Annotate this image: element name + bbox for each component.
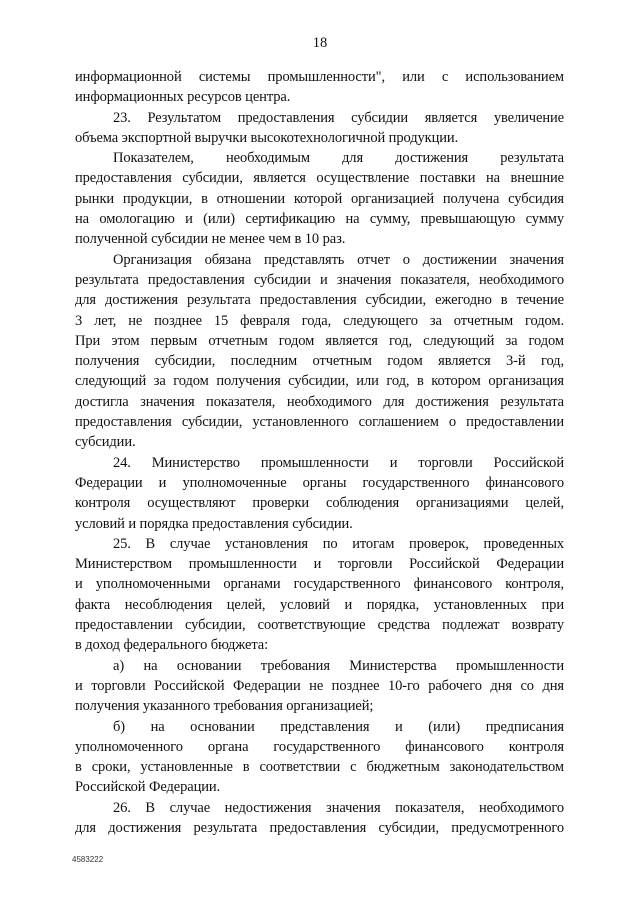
- paragraph: [75, 656, 564, 717]
- paragraph-line: получения субсидии, последним отчетным годом является 3-й год,: [75, 353, 564, 370]
- paragraph-line: Организация обязана представлять отчет о достижении значения: [113, 251, 564, 268]
- paragraph: [75, 798, 564, 839]
- paragraph-line: получения указанного требования организацией;: [75, 698, 374, 715]
- paragraph-line: При этом первым отчетным годом является год, следующий за годом: [75, 332, 564, 349]
- paragraph-line: субсидии.: [75, 434, 136, 451]
- paragraph-line: в сроки, установленные в соответствии с бюджетным законодательством: [75, 759, 564, 776]
- paragraph-line: объема экспортной выручки высокотехнологичной продукции.: [75, 129, 459, 146]
- paragraph-line: полученной субсидии не менее чем в 10 раз.: [75, 231, 346, 248]
- paragraph-line: Российской Федерации.: [75, 779, 221, 796]
- paragraph: [75, 717, 564, 798]
- paragraph-line: а) на основании требования Министерства промышленности: [113, 657, 564, 674]
- paragraph-line: б) на основании представления и (или) предписания: [113, 718, 564, 735]
- paragraph-line: Министерством промышленности и торговли Российской Федерации: [75, 556, 564, 573]
- paragraph-line: 24. Министерство промышленности и торговли Российской: [113, 454, 564, 471]
- paragraph-line: предоставления субсидии, установленного соглашением о предоставлении: [75, 414, 564, 431]
- paragraph: [75, 534, 564, 656]
- paragraph-line: и торговли Российской Федерации не позднее 10-го рабочего дня со дня: [75, 677, 564, 694]
- paragraph-line: 3 лет, не позднее 15 февраля года, следующего за отчетным годом.: [75, 312, 564, 329]
- paragraph-line: 23. Результатом предоставления субсидии является увеличение: [113, 109, 564, 126]
- paragraph-line: и уполномоченными органами государственного финансового контроля,: [75, 576, 564, 593]
- paragraph-line: информационных ресурсов центра.: [75, 89, 291, 106]
- paragraph-line: достигла значения показателя, необходимого для достижения результата: [75, 393, 564, 410]
- paragraph-line: предоставлении субсидии, соответствующие средства подлежат возврату: [75, 617, 564, 634]
- paragraph-line: предоставления субсидии, является осуществление поставки на внешние: [75, 170, 564, 187]
- paragraph-line: уполномоченного органа государственного финансового контроля: [75, 738, 564, 755]
- paragraph-line: факта несоблюдения целей, условий и порядка, установленных при: [75, 596, 564, 613]
- paragraph: [75, 67, 564, 108]
- paragraph-line: рынки продукции, в отношении которой организацией получена субсидия: [75, 190, 564, 207]
- paragraph-line: условий и порядка предоставления субсидии.: [75, 515, 353, 532]
- paragraph-line: Федерации и уполномоченные органы государственного финансового: [75, 474, 564, 491]
- paragraph-line: 25. В случае установления по итогам проверок, проведенных: [113, 535, 564, 552]
- document-code: 4583222: [72, 855, 104, 864]
- paragraph: [75, 453, 564, 534]
- document-body: [75, 67, 564, 838]
- paragraph-line: информационной системы промышленности", или с использованием: [75, 69, 564, 85]
- page-number: 18: [312, 35, 328, 51]
- paragraph-line: для достижения результата предоставления субсидии, ежегодно в течение: [75, 292, 564, 309]
- paragraph-line: на омологацию и (или) сертификацию на сумму, превышающую сумму: [75, 211, 564, 228]
- paragraph: [75, 108, 564, 149]
- paragraph-line: результата предоставления субсидии и значения показателя, необходимого: [75, 271, 564, 288]
- paragraph-line: следующий за годом получения субсидии, или год, в котором организация: [75, 373, 564, 390]
- paragraph-line: контроля осуществляют проверки соблюдения организациями целей,: [75, 495, 564, 512]
- paragraph: [75, 250, 564, 453]
- paragraph-line: 26. В случае недостижения значения показателя, необходимого: [113, 799, 564, 816]
- paragraph-line: Показателем, необходимым для достижения результата: [113, 150, 564, 167]
- paragraph: [75, 148, 564, 249]
- paragraph-line: в доход федерального бюджета:: [75, 637, 269, 654]
- paragraph-line: для достижения результата предоставления субсидии, предусмотренного: [75, 819, 564, 836]
